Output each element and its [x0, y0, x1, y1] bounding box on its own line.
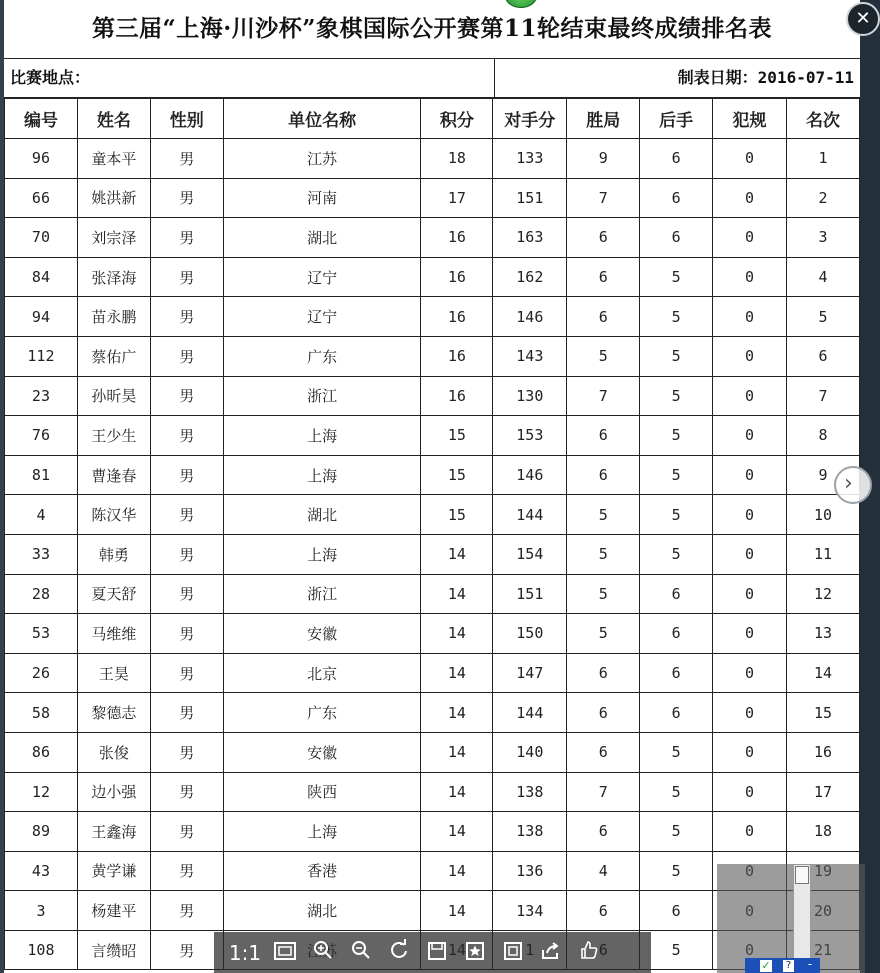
table-cell: 5 [640, 416, 713, 456]
table-cell: 5 [640, 455, 713, 495]
table-cell: 男 [150, 653, 223, 693]
table-cell: 北京 [223, 653, 421, 693]
table-cell: 孙昕昊 [77, 376, 150, 416]
table-row [5, 574, 860, 614]
table-cell: 男 [150, 139, 223, 179]
table-cell: 边小强 [77, 772, 150, 812]
table-cell: 言缵昭 [77, 930, 150, 970]
table-row [5, 139, 860, 179]
table-cell: 广东 [223, 693, 421, 733]
table-cell: 0 [713, 416, 787, 456]
table-cell: 0 [713, 574, 787, 614]
table-cell: 151 [493, 178, 567, 218]
table-cell: 6 [567, 732, 640, 772]
table-cell: 男 [150, 495, 223, 535]
column-header: 积分 [421, 99, 493, 139]
table-cell: 0 [713, 257, 787, 297]
table-cell: 0 [713, 139, 787, 179]
table-cell: 张泽海 [77, 257, 150, 297]
table-cell: 14 [421, 614, 493, 654]
table-cell: 0 [713, 812, 787, 852]
table-cell: 陈汉华 [77, 495, 150, 535]
table-cell: 4 [5, 495, 78, 535]
table-cell: 辽宁 [223, 257, 421, 297]
table-cell: 童本平 [77, 139, 150, 179]
table-cell: 王鑫海 [77, 812, 150, 852]
table-cell: 6 [640, 693, 713, 733]
table-cell: 5 [640, 534, 713, 574]
column-header: 编号 [5, 99, 78, 139]
viewer-toolbar [214, 932, 651, 973]
table-cell: 6 [640, 178, 713, 218]
table-cell: 14 [421, 891, 493, 931]
table-cell: 6 [640, 891, 713, 931]
table-cell: 2 [787, 178, 860, 218]
table-cell: 杨建平 [77, 891, 150, 931]
table-cell: 陕西 [223, 772, 421, 812]
table-cell: 黄学谦 [77, 851, 150, 891]
table-cell: 58 [5, 693, 78, 733]
table-cell: 8 [787, 416, 860, 456]
table-cell: 男 [150, 614, 223, 654]
table-cell: 146 [493, 455, 567, 495]
info-row [4, 58, 860, 98]
table-cell: 韩勇 [77, 534, 150, 574]
ranking-table [4, 98, 860, 970]
table-cell: 12 [787, 574, 860, 614]
table-cell: 144 [493, 495, 567, 535]
table-cell: 7 [787, 376, 860, 416]
table-cell: 0 [713, 336, 787, 376]
table-cell: 湖北 [223, 891, 421, 931]
close-icon: ✕ [855, 8, 871, 29]
table-cell: 5 [567, 336, 640, 376]
table-cell: 5 [567, 495, 640, 535]
table-cell: 16 [421, 257, 493, 297]
table-cell: 0 [713, 297, 787, 337]
table-cell: 6 [640, 574, 713, 614]
table-cell: 夏天舒 [77, 574, 150, 614]
table-cell: 154 [493, 534, 567, 574]
table-cell: 男 [150, 534, 223, 574]
table-cell: 162 [493, 257, 567, 297]
table-cell: 43 [5, 851, 78, 891]
table-cell: 134 [493, 891, 567, 931]
table-cell: 18 [787, 812, 860, 852]
window-edge [0, 0, 4, 973]
table-cell: 6 [567, 297, 640, 337]
table-cell: 5 [567, 574, 640, 614]
table-cell: 男 [150, 257, 223, 297]
table-cell: 14 [421, 534, 493, 574]
table-cell: 6 [567, 455, 640, 495]
table-cell: 94 [5, 297, 78, 337]
share-icon[interactable] [534, 936, 568, 970]
table-cell: 5 [640, 336, 713, 376]
table-cell: 15 [787, 693, 860, 733]
table-cell: 146 [493, 297, 567, 337]
table-cell: 89 [5, 812, 78, 852]
table-cell: 14 [421, 732, 493, 772]
table-cell: 黎德志 [77, 693, 150, 733]
table-cell: 男 [150, 930, 223, 970]
table-cell: 上海 [223, 534, 421, 574]
table-cell: 5 [640, 732, 713, 772]
table-cell: 男 [150, 851, 223, 891]
table-cell: 108 [5, 930, 78, 970]
table-cell: 0 [713, 218, 787, 258]
table-cell: 133 [493, 139, 567, 179]
table-row [5, 614, 860, 654]
table-cell: 香港 [223, 851, 421, 891]
table-cell: 16 [787, 732, 860, 772]
table-cell: 6 [567, 218, 640, 258]
table-row [5, 653, 860, 693]
table-cell: 7 [567, 178, 640, 218]
table-cell: 0 [713, 653, 787, 693]
table-cell: 14 [421, 653, 493, 693]
column-header: 后手 [640, 99, 713, 139]
table-row [5, 218, 860, 258]
table-cell: 14 [421, 812, 493, 852]
table-cell: 14 [421, 693, 493, 733]
table-cell: 28 [5, 574, 78, 614]
table-cell: 6 [567, 812, 640, 852]
table-cell: 0 [713, 534, 787, 574]
column-header: 姓名 [77, 99, 150, 139]
table-cell: 5 [567, 534, 640, 574]
table-cell: 0 [713, 455, 787, 495]
table-cell: 16 [421, 336, 493, 376]
column-header: 性别 [150, 99, 223, 139]
table-cell: 河南 [223, 178, 421, 218]
table-cell: 男 [150, 772, 223, 812]
table-cell: 上海 [223, 455, 421, 495]
column-header: 胜局 [567, 99, 640, 139]
table-cell: 9 [567, 139, 640, 179]
help-icon[interactable]: ? [783, 960, 794, 972]
table-cell: 138 [493, 772, 567, 812]
table-cell: 蔡佑广 [77, 336, 150, 376]
table-row [5, 376, 860, 416]
table-cell: 140 [493, 732, 567, 772]
favorite-icon[interactable] [458, 936, 492, 970]
table-cell: 86 [5, 732, 78, 772]
table-cell: 男 [150, 574, 223, 614]
table-cell: 7 [567, 376, 640, 416]
table-cell: 16 [421, 218, 493, 258]
table-cell: 湖北 [223, 218, 421, 258]
table-cell: 14 [421, 851, 493, 891]
table-cell: 96 [5, 139, 78, 179]
table-cell: 147 [493, 653, 567, 693]
table-cell: 男 [150, 336, 223, 376]
table-cell: 81 [5, 455, 78, 495]
table-cell: 上海 [223, 416, 421, 456]
table-row [5, 772, 860, 812]
table-cell: 4 [787, 257, 860, 297]
minimize-icon[interactable]: - [807, 957, 813, 971]
table-cell: 男 [150, 891, 223, 931]
table-cell: 143 [493, 336, 567, 376]
table-cell: 3 [787, 218, 860, 258]
table-cell: 5 [640, 812, 713, 852]
table-cell: 4 [567, 851, 640, 891]
table-cell: 辽宁 [223, 297, 421, 337]
table-cell: 15 [421, 495, 493, 535]
table-cell: 17 [421, 178, 493, 218]
table-cell: 66 [5, 178, 78, 218]
location-label: 比赛地点： [10, 68, 91, 87]
table-cell: 男 [150, 732, 223, 772]
table-row [5, 416, 860, 456]
table-cell: 浙江 [223, 376, 421, 416]
table-cell: 张俊 [77, 732, 150, 772]
table-row [5, 693, 860, 733]
table-cell: 17 [787, 772, 860, 812]
actual-size-button[interactable]: 1:1 [228, 940, 262, 965]
save-icon[interactable] [420, 936, 454, 970]
table-cell: 男 [150, 693, 223, 733]
table-cell: 153 [493, 416, 567, 456]
table-cell: 浙江 [223, 574, 421, 614]
crop-icon[interactable] [496, 936, 530, 970]
table-row [5, 534, 860, 574]
table-cell: 5 [640, 297, 713, 337]
table-cell: 0 [713, 693, 787, 733]
table-cell: 0 [713, 376, 787, 416]
column-header: 名次 [787, 99, 860, 139]
table-cell: 15 [421, 455, 493, 495]
table-cell: 男 [150, 376, 223, 416]
page-title: 第三届“上海·川沙杯”象棋国际公开赛第11轮结束最终成绩排名表 [92, 15, 772, 42]
table-cell: 76 [5, 416, 78, 456]
table-cell: 男 [150, 812, 223, 852]
table-cell: 男 [150, 416, 223, 456]
table-row [5, 178, 860, 218]
scroll-thumb[interactable] [795, 866, 809, 884]
table-cell: 5 [640, 772, 713, 812]
zoom-in-icon[interactable] [306, 936, 340, 970]
table-cell: 湖北 [223, 495, 421, 535]
table-cell: 11 [787, 534, 860, 574]
table-cell: 王少生 [77, 416, 150, 456]
table-row [5, 455, 860, 495]
thumbnail-panel [717, 864, 865, 973]
table-cell: 6 [787, 336, 860, 376]
column-header: 犯规 [713, 99, 787, 139]
table-cell: 112 [5, 336, 78, 376]
table-row [5, 812, 860, 852]
table-cell: 6 [640, 139, 713, 179]
table-cell: 5 [640, 495, 713, 535]
table-cell: 23 [5, 376, 78, 416]
table-cell: 5 [640, 930, 713, 970]
table-cell: 5 [640, 376, 713, 416]
table-cell: 12 [5, 772, 78, 812]
like-icon[interactable] [572, 936, 606, 970]
table-cell: 6 [567, 257, 640, 297]
table-cell: 苗永鹏 [77, 297, 150, 337]
table-cell: 0 [713, 732, 787, 772]
table-cell: 7 [567, 772, 640, 812]
close-button[interactable] [846, 2, 880, 36]
table-body [5, 139, 860, 970]
thumbnail-scrollbar[interactable] [793, 864, 811, 964]
table-cell: 163 [493, 218, 567, 258]
next-image-button[interactable] [834, 466, 872, 504]
table-row [5, 297, 860, 337]
table-cell: 6 [640, 218, 713, 258]
table-cell: 0 [713, 772, 787, 812]
table-cell: 男 [150, 455, 223, 495]
table-cell: 70 [5, 218, 78, 258]
table-cell: 广东 [223, 336, 421, 376]
table-cell: 0 [713, 614, 787, 654]
table-cell: 16 [421, 376, 493, 416]
table-cell: 18 [421, 139, 493, 179]
table-cell: 16 [421, 297, 493, 337]
table-row [5, 495, 860, 535]
table-cell: 14 [421, 772, 493, 812]
table-row [5, 732, 860, 772]
table-cell: 曹逢春 [77, 455, 150, 495]
check-icon[interactable]: ✓ [761, 959, 771, 972]
table-cell: 3 [5, 891, 78, 931]
column-header: 单位名称 [223, 99, 421, 139]
table-cell: 26 [5, 653, 78, 693]
table-header-row [5, 99, 860, 139]
table-cell: 150 [493, 614, 567, 654]
rotate-icon[interactable] [382, 936, 416, 970]
table-cell: 10 [787, 495, 860, 535]
table-cell: 6 [567, 693, 640, 733]
table-cell: 138 [493, 812, 567, 852]
table-cell: 男 [150, 297, 223, 337]
table-cell: 刘宗泽 [77, 218, 150, 258]
table-cell: 安徽 [223, 732, 421, 772]
fit-window-icon[interactable] [268, 936, 302, 970]
table-cell: 136 [493, 851, 567, 891]
table-cell: 王昊 [77, 653, 150, 693]
table-cell: 15 [421, 416, 493, 456]
table-cell: 53 [5, 614, 78, 654]
column-header: 对手分 [493, 99, 567, 139]
table-cell: 14 [787, 653, 860, 693]
date-label: 制表日期： [677, 68, 758, 87]
table-cell: 上海 [223, 812, 421, 852]
table-cell: 14 [421, 574, 493, 614]
table-cell: 6 [640, 653, 713, 693]
table-cell: 1 [787, 139, 860, 179]
table-cell: 男 [150, 218, 223, 258]
table-cell: 6 [640, 614, 713, 654]
table-cell: 5 [640, 257, 713, 297]
table-cell: 5 [640, 851, 713, 891]
table-cell: 安徽 [223, 614, 421, 654]
table-cell: 6 [567, 653, 640, 693]
table-cell: 144 [493, 693, 567, 733]
table-cell: 姚洪新 [77, 178, 150, 218]
zoom-out-icon[interactable] [344, 936, 378, 970]
chevron-right-icon: › [844, 471, 853, 496]
table-cell: 6 [567, 416, 640, 456]
table-cell: 江苏 [223, 139, 421, 179]
table-cell: 151 [493, 574, 567, 614]
table-cell: 33 [5, 534, 78, 574]
table-cell: 130 [493, 376, 567, 416]
date-info [678, 59, 854, 97]
table-cell: 9 [787, 455, 860, 495]
info-divider [494, 59, 495, 97]
table-cell: 马维维 [77, 614, 150, 654]
table-cell: 84 [5, 257, 78, 297]
table-cell: 6 [567, 891, 640, 931]
table-cell: 5 [787, 297, 860, 337]
table-cell: 0 [713, 178, 787, 218]
date-value: 2016-07-11 [757, 68, 854, 87]
table-cell: 13 [787, 614, 860, 654]
table-cell: 5 [567, 614, 640, 654]
table-row [5, 336, 860, 376]
table-cell: 0 [713, 495, 787, 535]
table-cell: 男 [150, 178, 223, 218]
table-row [5, 257, 860, 297]
